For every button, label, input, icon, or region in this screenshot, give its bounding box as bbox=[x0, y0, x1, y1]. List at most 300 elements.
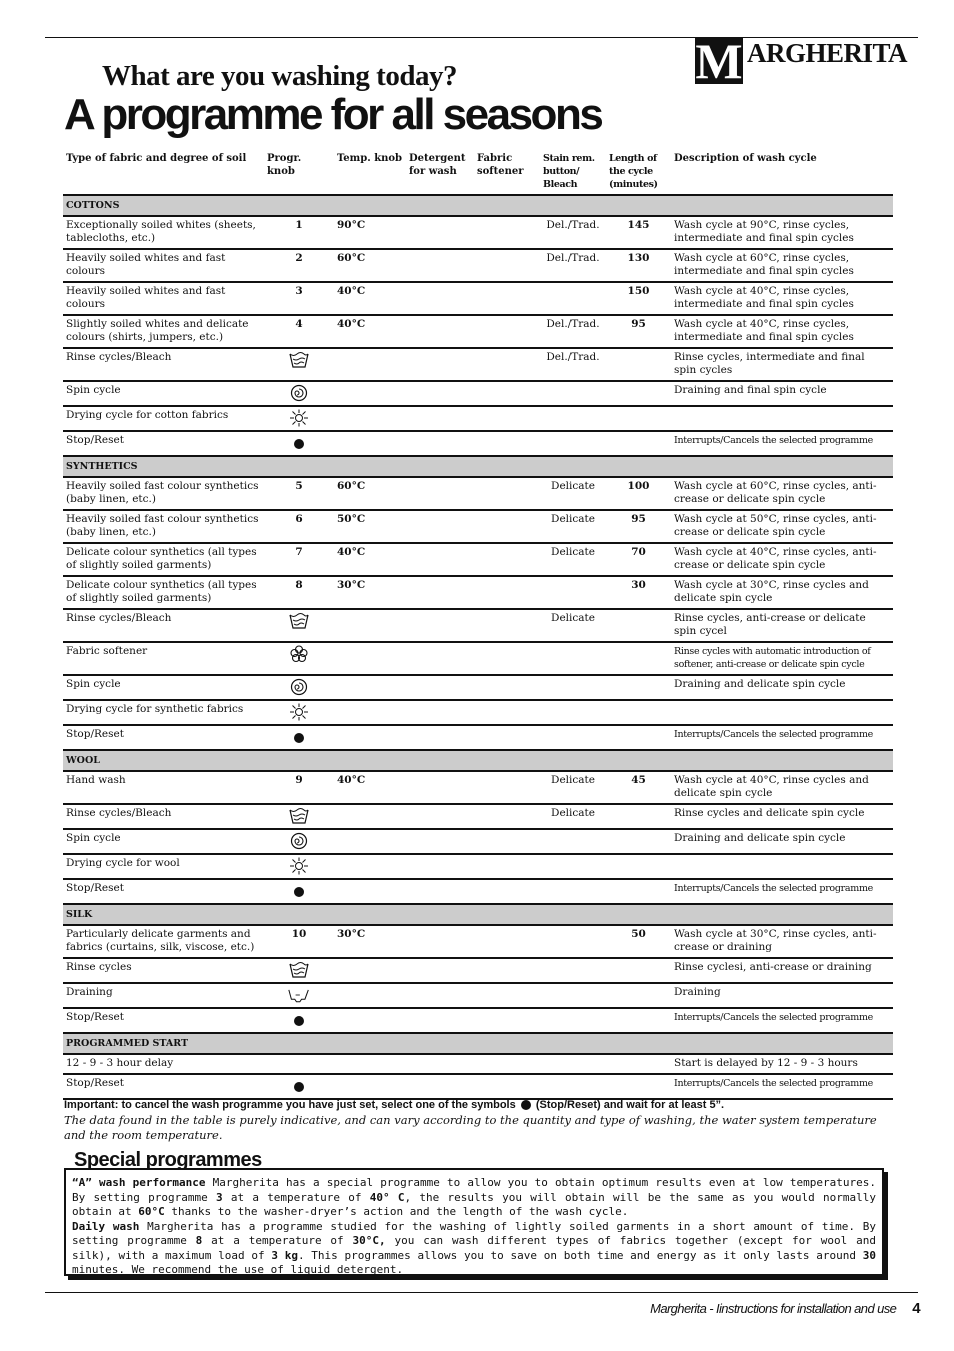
temperature-cell bbox=[334, 854, 406, 879]
programme-knob-cell: 3 bbox=[264, 282, 334, 315]
programme-knob-cell bbox=[264, 406, 334, 431]
section-title: SYNTHETICS bbox=[63, 456, 893, 477]
programme-knob-cell: 9 bbox=[264, 771, 334, 804]
cycle-length-cell bbox=[606, 642, 671, 675]
programme-knob-cell bbox=[264, 829, 334, 854]
programme-knob-cell bbox=[264, 1008, 334, 1033]
fabric-cell: Drying cycle for synthetic fabrics bbox=[63, 700, 264, 725]
programme-knob-cell: 5 bbox=[264, 477, 334, 510]
rinse-icon bbox=[288, 354, 310, 366]
description-cell: Interrupts/Cancels the selected programme bbox=[671, 1008, 893, 1033]
description-cell: Draining and delicate spin cycle bbox=[671, 829, 893, 854]
programme-knob-cell bbox=[264, 983, 334, 1008]
programme-knob-cell bbox=[264, 958, 334, 983]
brand-logo-name: ARGHERITA bbox=[747, 38, 908, 68]
temperature-cell bbox=[334, 804, 406, 829]
detergent-cell bbox=[406, 543, 474, 576]
stain-removal-cell: Del./Trad. bbox=[540, 216, 606, 249]
col-description-header: Description of wash cycle bbox=[671, 150, 893, 195]
description-cell bbox=[671, 406, 893, 431]
cycle-length-cell bbox=[606, 879, 671, 904]
softener-cell bbox=[474, 879, 540, 904]
section-row bbox=[63, 195, 893, 216]
detergent-cell bbox=[406, 315, 474, 348]
detergent-cell bbox=[406, 406, 474, 431]
programme-knob-cell: 7 bbox=[264, 543, 334, 576]
stain-removal-cell: Delicate bbox=[540, 771, 606, 804]
stain-removal-cell bbox=[540, 725, 606, 750]
col-softener-header: Fabric softener bbox=[474, 150, 540, 195]
description-cell: Wash cycle at 30°C, rinse cycles and delicate spin cycle bbox=[671, 576, 893, 609]
stain-removal-cell bbox=[540, 700, 606, 725]
softener-cell bbox=[474, 983, 540, 1008]
stain-removal-cell: Delicate bbox=[540, 510, 606, 543]
table-row bbox=[63, 381, 893, 406]
softener-icon bbox=[288, 648, 310, 660]
table-row bbox=[63, 804, 893, 829]
daily-wash-text: minutes. We recommend the use of liquid detergent. bbox=[72, 1263, 404, 1276]
programme-knob-cell: 6 bbox=[264, 510, 334, 543]
fabric-cell: Stop/Reset bbox=[63, 725, 264, 750]
cycle-length-cell bbox=[606, 725, 671, 750]
section-title: PROGRAMMED START bbox=[63, 1033, 893, 1054]
fabric-cell: Heavily soiled fast colour synthetics (baby linen, etc.) bbox=[63, 477, 264, 510]
temperature-cell: 40°C bbox=[334, 771, 406, 804]
important-text-before: Important: to cancel the wash programme you have just set, select one of the symbols bbox=[64, 1099, 516, 1111]
fabric-cell: Fabric softener bbox=[63, 642, 264, 675]
softener-cell bbox=[474, 609, 540, 642]
programme-knob-cell bbox=[264, 1074, 334, 1099]
a-wash-text: at a temperature of bbox=[222, 1190, 370, 1204]
special-programmes-box bbox=[64, 1168, 884, 1276]
a-wash-temp-equivalent: 60°C bbox=[138, 1205, 165, 1218]
softener-cell bbox=[474, 576, 540, 609]
daily-wash-text: you can wash different types of fabrics together (except for wool and silk), with a maximum load of bbox=[72, 1234, 876, 1262]
rinse-icon bbox=[288, 615, 310, 627]
stain-removal-cell: Delicate bbox=[540, 804, 606, 829]
detergent-cell bbox=[406, 1074, 474, 1099]
softener-cell bbox=[474, 510, 540, 543]
softener-cell bbox=[474, 771, 540, 804]
cycle-length-cell bbox=[606, 1008, 671, 1033]
rinse-icon bbox=[288, 810, 310, 822]
stop-reset-icon bbox=[288, 1014, 310, 1026]
description-cell: Wash cycle at 40°C, rinse cycles, intermediate and final spin cycles bbox=[671, 282, 893, 315]
softener-cell bbox=[474, 431, 540, 456]
stain-removal-cell bbox=[540, 925, 606, 958]
fabric-cell: Heavily soiled whites and fast colours bbox=[63, 282, 264, 315]
cycle-length-cell: 150 bbox=[606, 282, 671, 315]
softener-cell bbox=[474, 543, 540, 576]
daily-wash-programme: 8 bbox=[195, 1234, 203, 1247]
important-text-after: (Stop/Reset) and wait for at least 5”. bbox=[535, 1099, 725, 1111]
description-cell: Wash cycle at 40°C, rinse cycles and delicate spin cycle bbox=[671, 771, 893, 804]
bottom-rule bbox=[45, 1292, 918, 1293]
cycle-length-cell bbox=[606, 958, 671, 983]
detergent-cell bbox=[406, 675, 474, 700]
stain-removal-cell bbox=[540, 431, 606, 456]
table-row bbox=[63, 879, 893, 904]
description-cell: Wash cycle at 50°C, rinse cycles, anti-crease or delicate spin cycle bbox=[671, 510, 893, 543]
programme-knob-cell: 4 bbox=[264, 315, 334, 348]
stain-removal-cell: Delicate bbox=[540, 543, 606, 576]
stop-reset-icon bbox=[521, 1100, 531, 1110]
description-cell: Draining bbox=[671, 983, 893, 1008]
cycle-length-cell bbox=[606, 381, 671, 406]
table-row bbox=[63, 725, 893, 750]
fabric-cell: Delicate colour synthetics (all types of slightly soiled garments) bbox=[63, 576, 264, 609]
footer bbox=[560, 1300, 920, 1317]
softener-cell bbox=[474, 700, 540, 725]
stain-removal-cell bbox=[540, 854, 606, 879]
stain-removal-cell bbox=[540, 1054, 606, 1074]
detergent-cell bbox=[406, 216, 474, 249]
temperature-cell: 40°C bbox=[334, 282, 406, 315]
fabric-cell: Hand wash bbox=[63, 771, 264, 804]
softener-cell bbox=[474, 829, 540, 854]
page-number: 4 bbox=[912, 1300, 920, 1317]
cycle-length-cell: 70 bbox=[606, 543, 671, 576]
cycle-length-cell bbox=[606, 829, 671, 854]
cycle-length-cell bbox=[606, 983, 671, 1008]
detergent-cell bbox=[406, 282, 474, 315]
col-fabric-header: Type of fabric and degree of soil bbox=[63, 150, 264, 195]
temperature-cell bbox=[334, 609, 406, 642]
temperature-cell: 30°C bbox=[334, 576, 406, 609]
a-wash-label: “A” wash performance bbox=[72, 1176, 206, 1189]
temperature-cell bbox=[334, 348, 406, 381]
table-row bbox=[63, 642, 893, 675]
section-title: COTTONS bbox=[63, 195, 893, 216]
temperature-cell: 30°C bbox=[334, 925, 406, 958]
temperature-cell bbox=[334, 725, 406, 750]
page-title: A programme for all seasons bbox=[64, 90, 602, 139]
temperature-cell bbox=[334, 381, 406, 406]
col-length-header: Length of the cycle (minutes) bbox=[606, 150, 671, 195]
programme-knob-cell bbox=[264, 431, 334, 456]
col-stain-header: Stain rem. button/ Bleach bbox=[540, 150, 606, 195]
table-row bbox=[63, 925, 893, 958]
description-cell: Interrupts/Cancels the selected programme bbox=[671, 1074, 893, 1099]
softener-cell bbox=[474, 1074, 540, 1099]
rinse-icon bbox=[288, 964, 310, 976]
detergent-cell bbox=[406, 829, 474, 854]
temperature-cell bbox=[334, 829, 406, 854]
stop-reset-icon bbox=[288, 437, 310, 449]
description-cell bbox=[671, 854, 893, 879]
description-cell: Interrupts/Cancels the selected programme bbox=[671, 725, 893, 750]
fabric-cell: Spin cycle bbox=[63, 675, 264, 700]
a-wash-text: , the results you will obtain will be the same as you would normally obtain at bbox=[72, 1190, 876, 1218]
fabric-cell: Stop/Reset bbox=[63, 1074, 264, 1099]
description-cell: Wash cycle at 60°C, rinse cycles, anti-crease or delicate spin cycle bbox=[671, 477, 893, 510]
cycle-length-cell bbox=[606, 1074, 671, 1099]
stain-removal-cell bbox=[540, 829, 606, 854]
detergent-cell bbox=[406, 381, 474, 406]
drying-icon bbox=[288, 860, 310, 872]
temperature-cell bbox=[334, 700, 406, 725]
table-row bbox=[63, 1008, 893, 1033]
softener-cell bbox=[474, 249, 540, 282]
table-row bbox=[63, 315, 893, 348]
cycle-length-cell bbox=[606, 700, 671, 725]
programme-knob-cell bbox=[264, 700, 334, 725]
temperature-cell bbox=[334, 958, 406, 983]
table-row bbox=[63, 854, 893, 879]
temperature-cell bbox=[334, 1008, 406, 1033]
detergent-cell bbox=[406, 958, 474, 983]
cycle-length-cell: 100 bbox=[606, 477, 671, 510]
temperature-cell bbox=[334, 1054, 406, 1074]
table-row bbox=[63, 829, 893, 854]
detergent-cell bbox=[406, 348, 474, 381]
fabric-cell: Spin cycle bbox=[63, 829, 264, 854]
table-row bbox=[63, 477, 893, 510]
table-row bbox=[63, 958, 893, 983]
draining-icon bbox=[288, 989, 310, 1001]
detergent-cell bbox=[406, 983, 474, 1008]
programme-knob-cell: 1 bbox=[264, 216, 334, 249]
programme-knob-cell: 10 bbox=[264, 925, 334, 958]
cycle-length-cell bbox=[606, 609, 671, 642]
fabric-cell: Rinse cycles/Bleach bbox=[63, 348, 264, 381]
temperature-cell bbox=[334, 879, 406, 904]
a-wash-temp: 40° C bbox=[369, 1190, 405, 1204]
temperature-cell: 50°C bbox=[334, 510, 406, 543]
softener-cell bbox=[474, 642, 540, 675]
cycle-length-cell: 30 bbox=[606, 576, 671, 609]
softener-cell bbox=[474, 958, 540, 983]
table-header bbox=[63, 150, 893, 195]
cycle-length-cell: 45 bbox=[606, 771, 671, 804]
programme-knob-cell bbox=[264, 879, 334, 904]
fabric-cell: Rinse cycles/Bleach bbox=[63, 804, 264, 829]
footer-text: Margherita - Iinstructions for installation and use bbox=[650, 1301, 897, 1316]
programme-knob-cell bbox=[264, 348, 334, 381]
temperature-cell: 60°C bbox=[334, 477, 406, 510]
description-cell: Start is delayed by 12 - 9 - 3 hours bbox=[671, 1054, 893, 1074]
stain-removal-cell bbox=[540, 1008, 606, 1033]
stain-removal-cell: Del./Trad. bbox=[540, 348, 606, 381]
softener-cell bbox=[474, 725, 540, 750]
table-row bbox=[63, 249, 893, 282]
programme-knob-cell: 8 bbox=[264, 576, 334, 609]
programme-knob-cell bbox=[264, 642, 334, 675]
description-cell: Draining and delicate spin cycle bbox=[671, 675, 893, 700]
description-cell: Wash cycle at 90°C, rinse cycles, intermediate and final spin cycles bbox=[671, 216, 893, 249]
softener-cell bbox=[474, 406, 540, 431]
spin-icon bbox=[288, 681, 310, 693]
a-wash-programme: 3 bbox=[215, 1190, 223, 1204]
temperature-cell: 40°C bbox=[334, 543, 406, 576]
temperature-cell: 60°C bbox=[334, 249, 406, 282]
table-row bbox=[63, 431, 893, 456]
fabric-cell: 12 - 9 - 3 hour delay bbox=[63, 1054, 264, 1074]
detergent-cell bbox=[406, 576, 474, 609]
stop-reset-icon bbox=[288, 731, 310, 743]
daily-wash-text: . This programmes allows you to save on both time and energy as it only lasts around bbox=[297, 1248, 863, 1262]
stain-removal-cell bbox=[540, 958, 606, 983]
stain-removal-cell bbox=[540, 1074, 606, 1099]
softener-cell bbox=[474, 804, 540, 829]
stain-removal-cell bbox=[540, 381, 606, 406]
softener-cell bbox=[474, 675, 540, 700]
table-row bbox=[63, 771, 893, 804]
section-title: SILK bbox=[63, 904, 893, 925]
programme-knob-cell: 2 bbox=[264, 249, 334, 282]
softener-cell bbox=[474, 1008, 540, 1033]
fabric-cell: Rinse cycles/Bleach bbox=[63, 609, 264, 642]
softener-cell bbox=[474, 216, 540, 249]
fabric-cell: Exceptionally soiled whites (sheets, tablecloths, etc.) bbox=[63, 216, 264, 249]
cycle-length-cell bbox=[606, 406, 671, 431]
table-row bbox=[63, 1074, 893, 1099]
fabric-cell: Stop/Reset bbox=[63, 879, 264, 904]
table-row bbox=[63, 983, 893, 1008]
detergent-cell bbox=[406, 1054, 474, 1074]
fabric-cell: Slightly soiled whites and delicate colours (shirts, jumpers, etc.) bbox=[63, 315, 264, 348]
description-cell: Draining and final spin cycle bbox=[671, 381, 893, 406]
detergent-cell bbox=[406, 1008, 474, 1033]
description-cell: Interrupts/Cancels the selected programme bbox=[671, 431, 893, 456]
temperature-cell: 40°C bbox=[334, 315, 406, 348]
daily-wash-text: at a temperature of bbox=[202, 1234, 353, 1247]
programme-knob-cell bbox=[264, 725, 334, 750]
temperature-cell bbox=[334, 1074, 406, 1099]
brand-logo-initial: M bbox=[695, 33, 743, 89]
section-row bbox=[63, 1033, 893, 1054]
table-row bbox=[63, 700, 893, 725]
spin-icon bbox=[288, 835, 310, 847]
page-subtitle: What are you washing today? bbox=[102, 60, 457, 92]
detergent-cell bbox=[406, 804, 474, 829]
stop-reset-icon bbox=[288, 885, 310, 897]
a-wash-text: Margherita has a special programme to allow you to obtain optimum results even at low temperatures. By setting programme bbox=[72, 1176, 876, 1204]
detergent-cell bbox=[406, 854, 474, 879]
drying-icon bbox=[288, 706, 310, 718]
softener-cell bbox=[474, 854, 540, 879]
drying-icon bbox=[288, 412, 310, 424]
daily-wash-load: 3 kg bbox=[271, 1248, 298, 1262]
table-row bbox=[63, 675, 893, 700]
fabric-cell: Heavily soiled fast colour synthetics (baby linen, etc.) bbox=[63, 510, 264, 543]
detergent-cell bbox=[406, 477, 474, 510]
a-wash-text: thanks to the washer-dryer’s action and the length of the wash cycle. bbox=[164, 1205, 629, 1218]
table-row bbox=[63, 1054, 893, 1074]
stain-removal-cell bbox=[540, 879, 606, 904]
fabric-cell: Heavily soiled whites and fast colours bbox=[63, 249, 264, 282]
fabric-cell: Rinse cycles bbox=[63, 958, 264, 983]
programme-knob-cell bbox=[264, 854, 334, 879]
description-cell bbox=[671, 700, 893, 725]
special-programmes-title: Special programmes bbox=[74, 1149, 262, 1171]
stain-removal-cell: Delicate bbox=[540, 609, 606, 642]
fabric-cell: Stop/Reset bbox=[63, 431, 264, 456]
cycle-length-cell: 95 bbox=[606, 315, 671, 348]
daily-wash-minutes: 30 bbox=[862, 1248, 876, 1262]
table-row bbox=[63, 576, 893, 609]
daily-wash-text: Margherita has a programme studied for the washing of lightly soiled garments in a short amount of time. By setting programme bbox=[72, 1219, 876, 1247]
softener-cell bbox=[474, 925, 540, 958]
cycle-length-cell bbox=[606, 854, 671, 879]
programme-knob-cell bbox=[264, 609, 334, 642]
stain-removal-cell: Delicate bbox=[540, 477, 606, 510]
fabric-cell: Particularly delicate garments and fabrics (curtains, silk, viscose, etc.) bbox=[63, 925, 264, 958]
spin-icon bbox=[288, 387, 310, 399]
stain-removal-cell bbox=[540, 282, 606, 315]
stain-removal-cell bbox=[540, 576, 606, 609]
table-row bbox=[63, 609, 893, 642]
cycle-length-cell bbox=[606, 1054, 671, 1074]
detergent-cell bbox=[406, 771, 474, 804]
programme-knob-cell bbox=[264, 1054, 334, 1074]
disclaimer-note: The data found in the table is purely indicative, and can vary according to the quantity and type of washing, the water system temperature and the room temperature. bbox=[64, 1113, 877, 1142]
softener-cell bbox=[474, 1054, 540, 1074]
temperature-cell bbox=[334, 983, 406, 1008]
softener-cell bbox=[474, 282, 540, 315]
section-row bbox=[63, 456, 893, 477]
softener-cell bbox=[474, 381, 540, 406]
description-cell: Interrupts/Cancels the selected programme bbox=[671, 879, 893, 904]
fabric-cell: Stop/Reset bbox=[63, 1008, 264, 1033]
stain-removal-cell bbox=[540, 406, 606, 431]
temperature-cell bbox=[334, 642, 406, 675]
cycle-length-cell bbox=[606, 431, 671, 456]
stain-removal-cell bbox=[540, 675, 606, 700]
description-cell: Wash cycle at 60°C, rinse cycles, intermediate and final spin cycles bbox=[671, 249, 893, 282]
notes bbox=[64, 1098, 894, 1143]
description-cell: Rinse cycles, intermediate and final spin cycles bbox=[671, 348, 893, 381]
table-row bbox=[63, 282, 893, 315]
cycle-length-cell: 145 bbox=[606, 216, 671, 249]
programme-knob-cell bbox=[264, 381, 334, 406]
cycle-length-cell bbox=[606, 804, 671, 829]
cycle-length-cell: 95 bbox=[606, 510, 671, 543]
col-knob-header: Progr. knob bbox=[264, 150, 334, 195]
cycle-length-cell bbox=[606, 675, 671, 700]
fabric-cell: Drying cycle for wool bbox=[63, 854, 264, 879]
cycle-length-cell bbox=[606, 348, 671, 381]
stain-removal-cell: Del./Trad. bbox=[540, 315, 606, 348]
description-cell: Rinse cycles with automatic introduction of softener, anti-crease or delicate spin cycle bbox=[671, 642, 893, 675]
daily-wash-temp: 30°C, bbox=[352, 1234, 386, 1247]
description-cell: Rinse cyclesi, anti-crease or draining bbox=[671, 958, 893, 983]
description-cell: Wash cycle at 40°C, rinse cycles, intermediate and final spin cycles bbox=[671, 315, 893, 348]
daily-wash-label: Daily wash bbox=[72, 1219, 140, 1233]
table-row bbox=[63, 510, 893, 543]
detergent-cell bbox=[406, 700, 474, 725]
programme-knob-cell bbox=[264, 804, 334, 829]
section-row bbox=[63, 904, 893, 925]
programme-knob-cell bbox=[264, 675, 334, 700]
fabric-cell: Spin cycle bbox=[63, 381, 264, 406]
detergent-cell bbox=[406, 642, 474, 675]
fabric-cell: Draining bbox=[63, 983, 264, 1008]
stain-removal-cell bbox=[540, 983, 606, 1008]
temperature-cell: 90°C bbox=[334, 216, 406, 249]
detergent-cell bbox=[406, 609, 474, 642]
cycle-length-cell: 50 bbox=[606, 925, 671, 958]
description-cell: Rinse cycles, anti-crease or delicate spin cycel bbox=[671, 609, 893, 642]
table-row bbox=[63, 543, 893, 576]
detergent-cell bbox=[406, 925, 474, 958]
fabric-cell: Delicate colour synthetics (all types of slightly soiled garments) bbox=[63, 543, 264, 576]
cycle-length-cell: 130 bbox=[606, 249, 671, 282]
table-row bbox=[63, 406, 893, 431]
detergent-cell bbox=[406, 725, 474, 750]
section-title: WOOL bbox=[63, 750, 893, 771]
softener-cell bbox=[474, 477, 540, 510]
